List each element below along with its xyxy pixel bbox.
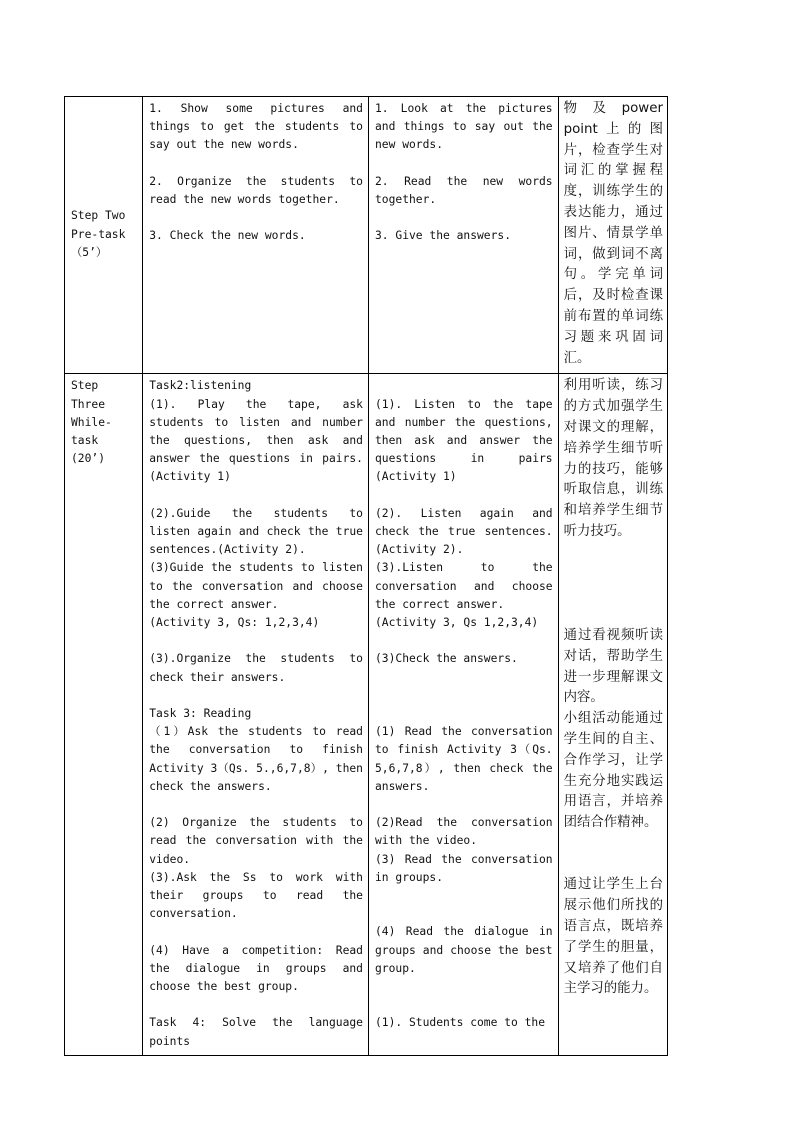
purpose-cell	[558, 97, 667, 374]
teacher-step: (3)Guide the students to listen to the conversation and choose the correct answer.	[149, 561, 363, 611]
task-heading: Task 3: Reading	[149, 706, 252, 720]
teacher-step: 1. Show some pictures and things to get the students to say out the new words.	[149, 102, 363, 152]
lesson-plan-table	[64, 96, 668, 1056]
student-step: (4) Read the dialogue in groups and choose the best group.	[374, 925, 553, 975]
purpose-text: 通过让学生上台展示他们所找的语言点，既培养了学生的胆量，又培养了他们自主学习的能力。	[563, 877, 663, 997]
purpose-text: 物 及 power point上的图片，检查学生对词汇的掌握程度，训练学生的表达能力，通过图片、情景学单词，做到词不离句。学完单词后，及时检查课前布置的单词练习题来巩固词汇。	[563, 101, 663, 366]
teacher-activity-cell	[143, 374, 369, 1055]
teacher-step: (Activity 3, Qs: 1,2,3,4)	[149, 615, 320, 629]
teacher-step: (3).Ask the Ss to work with their groups to read the conversation.	[149, 870, 363, 921]
teacher-step: (4) Have a competition: Read the dialogue in groups and choose the best group.	[149, 943, 363, 993]
student-activity-cell	[368, 97, 558, 374]
student-step: (3) Read the conversation in groups.	[374, 852, 553, 884]
table-row-pre-task	[65, 97, 668, 374]
table-row-while-task	[65, 374, 668, 1055]
student-step: (1) Read the conversation to finish Activity 3（Qs. 5,6,7,8）, then check the answers.	[374, 725, 553, 793]
step-cell	[65, 97, 143, 374]
student-step: (1). Students come to the	[374, 1016, 546, 1030]
student-step: (3).Listen to the conversation and choose the correct answer.	[374, 561, 553, 611]
teacher-step: 2. Organize the students to read the new words together.	[149, 174, 363, 206]
student-step: (2)Read the conversation with the video.	[374, 816, 553, 848]
step-cell	[65, 374, 143, 1055]
student-step: 2. Read the new words together.	[374, 174, 553, 206]
step-label: Step Three While-task (20’)	[71, 379, 112, 466]
student-step: 1. Look at the pictures and things to say out the new words.	[374, 102, 553, 152]
teacher-step: (2).Guide the students to listen again and check the true sentences.(Activity 2).	[149, 506, 363, 557]
task-heading: Task 4: Solve the language points	[149, 1016, 363, 1048]
student-activity-cell	[368, 374, 558, 1055]
student-step: (2). Listen again and check the true sentences.(Activity 2).	[374, 506, 553, 557]
student-step: (1). Listen to the tape and number the questions, then ask and answer the questions in pairs (Activity 1)	[374, 397, 553, 484]
student-step: (Activity 3, Qs 1,2,3,4)	[374, 615, 539, 629]
teacher-step: (2) Organize the students to read the conversation with the video.	[149, 816, 363, 866]
purpose-text: 利用听读，练习的方式加强学生对课文的理解，培养学生细节听力的技巧，能够听取信息，训练和培养学生细节听力技巧。	[563, 378, 663, 539]
purpose-cell	[558, 374, 667, 1055]
step-label: Step Two Pre-task（5’）	[71, 209, 126, 259]
student-step: 3. Give the answers.	[374, 229, 512, 243]
teacher-step: （1）Ask the students to read the conversation to finish Activity 3（Qs. 5.,6,7,8）, then check the answers.	[149, 725, 363, 793]
purpose-text: 小组活动能通过学生间的自主、合作学习，让学生充分地实践运用语言，并培养团结合作精神。	[563, 711, 663, 831]
teacher-activity-cell	[143, 97, 369, 374]
student-step: (3)Check the answers.	[374, 652, 518, 666]
purpose-text: 通过看视频听读对话，帮助学生进一步理解课文内容。	[563, 627, 663, 706]
teacher-step: (3).Organize the students to check their answers.	[149, 652, 363, 684]
teacher-step: (1). Play the tape, ask students to listen and number the questions, then ask and answer the questions in pairs.(Activity 1)	[149, 397, 363, 484]
teacher-step: 3. Check the new words.	[149, 229, 306, 243]
task-heading: Task2:listening	[149, 379, 252, 393]
